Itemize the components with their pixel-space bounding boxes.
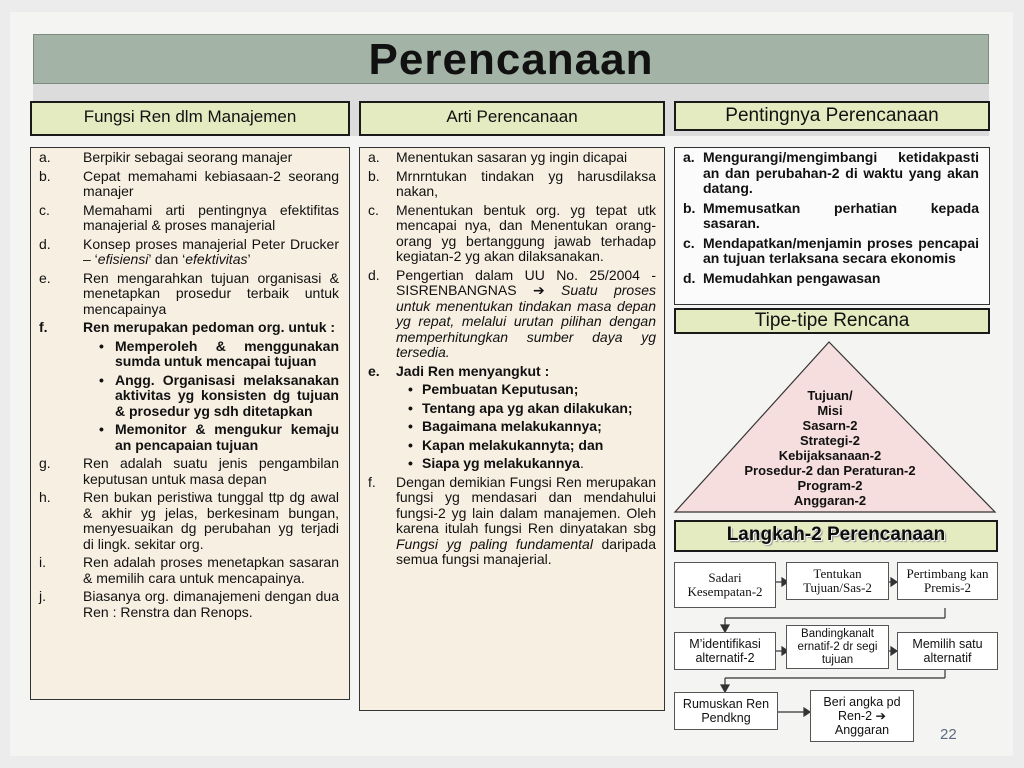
flow-box-identifikasi: M’identifikasi alternatif-2 (674, 632, 776, 670)
item-text: Biasanya org. dimanajemeni dengan dua Ren : Renstra dan Renops. (83, 588, 339, 620)
flow-box-rumuskan: Rumuskan Ren Pendkng (674, 692, 778, 730)
item-letter: b. (39, 167, 51, 184)
item-letter: f. (39, 319, 48, 335)
item-letter: e. (368, 362, 380, 379)
header-fungsi: Fungsi Ren dlm Manajemen (30, 101, 350, 136)
flow-box-beri-angka: Beri angka pd Ren-2 ➔ Anggaran (810, 690, 914, 742)
item-letter: d. (39, 235, 51, 252)
page-number: 22 (940, 726, 957, 743)
item-letter: c. (683, 234, 695, 251)
sub-list-item: • Siapa yg melakukannya. (408, 455, 584, 471)
pyramid-level: Kebijaksanaan-2 (778, 448, 882, 463)
pyramid-level: Program-2 (797, 478, 863, 493)
sub-item-text: Memperoleh & menggunakan sumda untuk mencapai tujuan (115, 337, 339, 369)
item-text: Cepat memahami kebiasaan-2 seorang manajer (83, 167, 339, 199)
flow-box-tentukan: Tentukan Tujuan/Sas-2 (786, 562, 889, 600)
arrowhead-icon (721, 625, 729, 632)
flow-box-memilih: Memilih satu alternatif (897, 632, 998, 670)
sub-list-item: • Memonitor & mengukur kemaju an pencapaian tujuan (99, 421, 339, 453)
item-text-italic: efektivitas (185, 251, 248, 267)
item-letter: c. (368, 201, 379, 218)
item-letter: e. (39, 269, 51, 286)
sub-item-text: Siapa yg melakukannya (422, 455, 580, 471)
item-text: Memudahkan pengawasan (703, 269, 881, 286)
item-letter: f. (368, 473, 376, 490)
pyramid-level: Tujuan/ (807, 388, 853, 403)
item-text: Menentukan bentuk org. yg tepat utk mencapai nya, dan Menentukan orang-orang yg bertanggung jawab terhadap kegiatan-2 yg akan dilaksanakan. (396, 201, 656, 264)
item-text: Ren merupakan pedoman org. untuk : (83, 319, 336, 335)
item-letter: j. (39, 588, 46, 604)
item-letter: h. (39, 489, 51, 505)
arrowhead-icon (721, 685, 729, 692)
sub-item-text: Tentang apa yg akan dilakukan; (422, 399, 633, 416)
flow-box-pertimbang: Pertimbang kan Premis-2 (897, 562, 998, 600)
item-text-italic: Suatu proses untuk menentukan tindakan masa depan yg repat, melalui urutan pilihan dengan memperhitungkan sumber daya yg tersedia. (396, 282, 656, 360)
header-pentingnya: Pentingnya Perencanaan (674, 101, 990, 131)
item-letter: d. (683, 269, 696, 286)
pyramid-labels (730, 388, 930, 508)
flow-box-sadari: Sadari Kesempatan-2 (674, 562, 776, 608)
item-letter: g. (39, 455, 51, 471)
item-letter: i. (39, 554, 46, 570)
item-text: Konsep proses manajerial Peter Drucker – ‘ (83, 235, 339, 267)
item-text: Dengan demikian Fungsi Ren merupakan fungsi yg mendasari dan mendahului fungsi-2 yg lain dalam manajemen. Oleh karena itulah fungsi Ren dinyatakan sbg (396, 473, 656, 536)
item-text: Ren adalah proses menetapkan sasaran & memilih cara untuk mencapainya. (83, 554, 339, 586)
pyramid-level: Strategi-2 (800, 433, 860, 448)
sub-item-text: Memonitor & mengukur kemaju an pencapaian tujuan (115, 421, 339, 453)
sub-list-item: • Bagaimana melakukannya; (408, 418, 602, 434)
sub-list-item: • Pembuatan Keputusan; (408, 381, 579, 397)
flow-box-bandingkan: Bandingkanalt ernatif-2 dr segi tujuan (786, 625, 889, 669)
item-text: Jadi Ren menyangkut : (396, 362, 550, 379)
header-langkah: Langkah-2 Perencanaan (674, 520, 998, 552)
item-letter: a. (39, 149, 51, 165)
item-letter: b. (368, 167, 380, 184)
item-text-italic: Fungsi yg paling fundamental (396, 535, 593, 552)
sub-item-text: Bagaimana melakukannya; (422, 418, 602, 434)
item-text: Ren bukan peristiwa tunggal ttp dg awal & akhir yg jelas, berkesinam bungan, menyesuaikan dg perubahan yg terjadi di lingk. sekitar org. (83, 489, 339, 552)
item-text: Ren mengarahkan tujuan organisasi & menetapkan prosedur terbaik untuk mencapainya (83, 269, 339, 317)
item-letter: a. (683, 149, 695, 165)
item-letter: c. (39, 201, 50, 218)
item-text: Mrnrntukan tindakan yg harusdilaksa nakan, (396, 167, 656, 199)
pyramid-level: Anggaran-2 (793, 493, 867, 508)
sub-item-text: Angg. Organisasi melaksanakan aktivitas yg konsisten dg tujuan & prosedur yg sdh ditetapkan (115, 371, 339, 419)
item-text: daripada semua fungsi manajerial. (396, 535, 656, 567)
header-arti: Arti Perencanaan (359, 101, 665, 136)
pyramid-level: Sasarn-2 (802, 418, 858, 433)
item-letter: d. (368, 266, 380, 283)
item-letter: b. (683, 199, 696, 216)
item-text: Mengurangi/mengimbangi ketidakpasti an dan perubahan-2 di waktu yang akan datang. (703, 149, 979, 196)
item-text-italic: efisiensi (97, 251, 149, 267)
item-text: Ren adalah suatu jenis pengambilan keputusan untuk masa depan (83, 455, 339, 487)
item-text: Mmemusatkan perhatian kepada sasaran. (703, 199, 979, 231)
sub-list-item: • Angg. Organisasi melaksanakan aktivitas yg konsisten dg tujuan & prosedur yg sdh ditetapkan (99, 371, 339, 419)
item-text: Menentukan sasaran yg ingin dicapai (396, 149, 628, 165)
item-text: ’ (247, 251, 251, 267)
sub-list-item: • Kapan melakukannyta; dan (408, 436, 604, 453)
sub-item-text: Pembuatan Keputusan; (422, 381, 579, 397)
item-text: Pengertian dalam UU No. 25/2004 - SISRENBANGNAS ➔ (396, 266, 656, 298)
item-letter: a. (368, 149, 380, 165)
sub-item-text: Kapan melakukannyta; dan (422, 436, 604, 453)
item-text: ’ dan ‘ (148, 251, 186, 267)
sub-list-item: • Memperoleh & menggunakan sumda untuk mencapai tujuan (99, 337, 339, 369)
item-text: Memahami arti pentingnya efektifitas manajerial & proses manajerial (83, 201, 339, 233)
pyramid-level: Prosedur-2 dan Peraturan-2 (744, 463, 916, 478)
item-text: Berpikir sebagai seorang manajer (83, 149, 293, 165)
sub-list-item: • Tentang apa yg akan dilakukan; (408, 399, 633, 416)
item-text: Mendapatkan/menjamin proses pencapai an tujuan terlaksana secara ekonomis (703, 234, 979, 266)
pyramid-level: Misi (817, 403, 843, 418)
slide-title: Perencanaan (368, 35, 654, 84)
header-tipe-rencana: Tipe-tipe Rencana (674, 308, 990, 334)
